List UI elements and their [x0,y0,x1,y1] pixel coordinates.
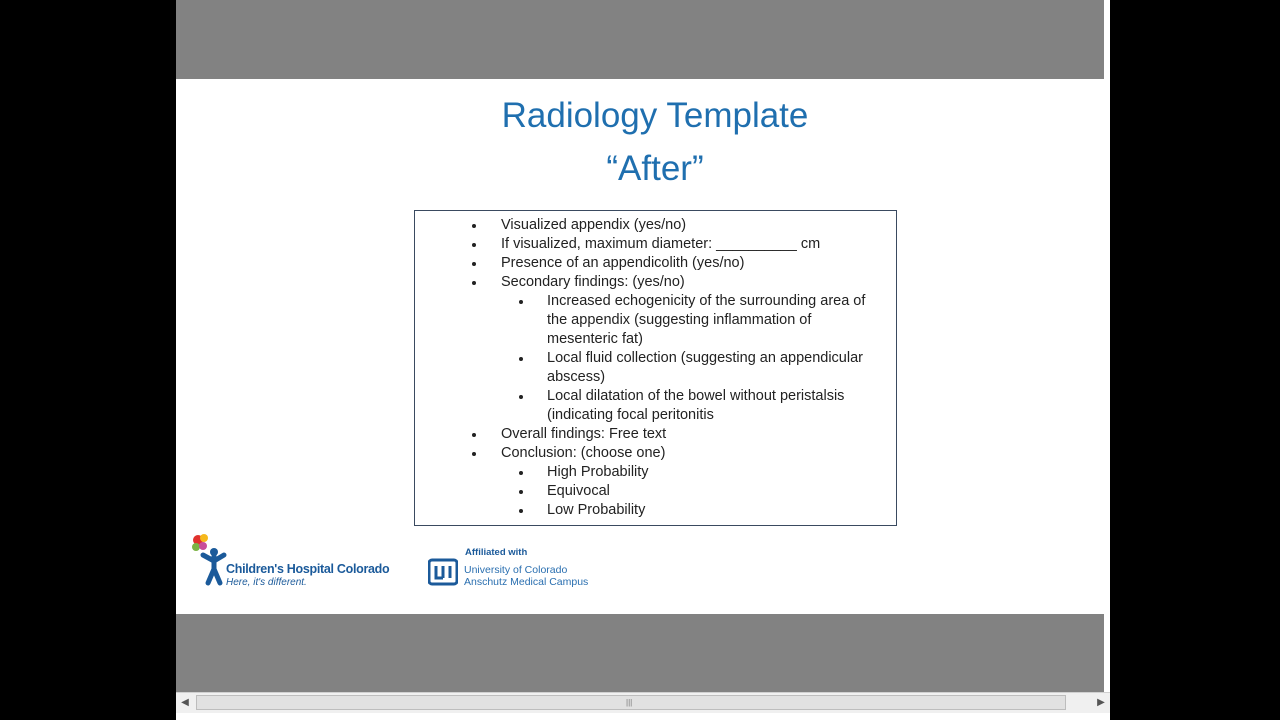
list-item [415,254,896,273]
template-list [415,211,896,520]
sub-list-item [415,501,877,520]
bullet-icon [472,243,476,247]
bullet-icon [519,300,523,304]
list-item [415,235,896,254]
bottom-gray-band [176,614,1104,692]
template-box [414,210,897,526]
sub-list-item [415,387,877,425]
childrens-hospital-logo-icon [190,533,230,589]
bullet-icon [472,224,476,228]
bullet-icon [472,262,476,266]
list-item-text: Increased echogenicity of the surrounding area of the appendix (suggesting inflammation of mesenteric fat) [547,293,866,347]
bullet-icon [519,509,523,513]
slide-title: Radiology Template [501,96,809,135]
list-item [415,425,896,444]
scroll-left-icon[interactable]: ◀ [181,697,189,708]
list-item-text: Visualized appendix (yes/no) [501,217,687,233]
bullet-icon [519,357,523,361]
sub-list-item [415,349,877,387]
list-item-text: Conclusion: (choose one) [501,445,666,461]
list-item-text: Low Probability [547,502,646,518]
list-item-text: Local fluid collection (suggesting an appendicular abscess) [547,350,863,385]
top-gray-band [176,0,1104,79]
slide-viewer [176,0,1110,720]
sub-list-item [415,463,877,482]
slide-subtitle: “After” [606,149,704,188]
bullet-icon [519,490,523,494]
sub-list-item [415,292,877,349]
list-item-text: Presence of an appendicolith (yes/no) [501,255,745,271]
grip-icon: ||| [626,698,633,707]
university-logo-icon [428,557,458,587]
hospital-tagline: Here, it's different. [226,577,307,588]
list-item-text: If visualized, maximum diameter: __________ cm [501,236,821,252]
list-item-text: High Probability [547,464,649,480]
bullet-icon [519,471,523,475]
affiliation-line2: Anschutz Medical Campus [464,576,589,588]
affiliation-label: Affiliated with [465,547,528,558]
bullet-icon [472,452,476,456]
list-item-text: Equivocal [547,483,610,499]
bullet-icon [472,281,476,285]
list-item-text: Secondary findings: (yes/no) [501,274,685,290]
bullet-icon [519,395,523,399]
bullet-icon [472,433,476,437]
scroll-right-icon[interactable]: ▶ [1097,697,1105,708]
horizontal-scrollbar[interactable] [176,692,1110,713]
list-item-text: Overall findings: Free text [501,426,667,442]
affiliation-line1: University of Colorado [464,564,568,576]
list-item [415,444,896,463]
scrollbar-thumb[interactable] [196,695,1066,710]
list-item-text: Local dilatation of the bowel without peristalsis (indicating focal peritonitis [547,388,845,423]
sub-list-item [415,482,877,501]
hospital-name: Children's Hospital Colorado [226,562,390,576]
footer-logos [190,533,610,593]
list-item [415,216,896,235]
list-item [415,273,896,292]
